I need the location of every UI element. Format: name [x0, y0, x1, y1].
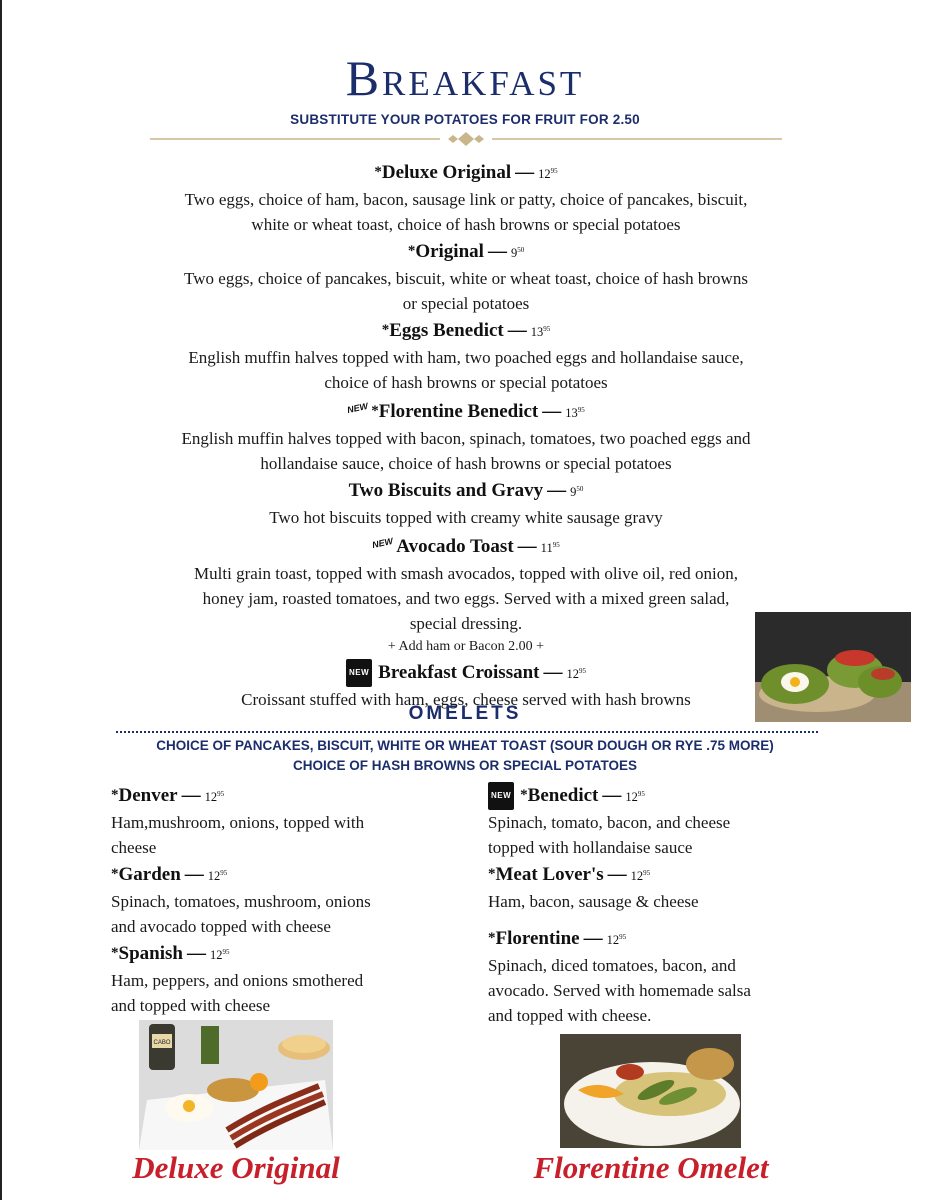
- item-description: [100, 345, 832, 395]
- new-badge: NEW: [488, 782, 514, 810]
- description-line: Croissant stuffed with ham, eggs, cheese served with hash browns: [241, 690, 691, 709]
- menu-item-name: [100, 658, 832, 687]
- item-title: Two Biscuits and Gravy: [348, 480, 544, 501]
- item-price: [205, 790, 225, 804]
- bottle-label: CABO: [153, 1040, 171, 1046]
- price-cents: 95: [550, 167, 558, 175]
- item-description: [100, 426, 832, 476]
- menu-item-name: [111, 939, 431, 968]
- item-description: [100, 561, 832, 636]
- item-title: Benedict: [527, 785, 599, 806]
- item-description: [488, 889, 808, 914]
- item-price: [625, 790, 645, 804]
- dotted-divider: [116, 731, 818, 733]
- description-line: and topped with cheese: [111, 996, 271, 1015]
- description-line: choice of hash browns or special potatoes: [324, 373, 608, 392]
- price-dollars: 12: [209, 948, 223, 962]
- item-title: Breakfast Croissant: [378, 662, 540, 683]
- omelet-note-line2: CHOICE OF HASH BROWNS OR SPECIAL POTATOES: [292, 758, 638, 773]
- new-badge: NEW: [346, 659, 372, 687]
- description-line: white or wheat toast, choice of hash browns or special potatoes: [251, 215, 681, 234]
- omelet-note-line1: CHOICE OF PANCAKES, BISCUIT, WHITE OR WHEAT TOAST (SOUR DOUGH OR RYE .75 MORE): [156, 738, 774, 753]
- item-price: [210, 948, 230, 962]
- item-description: [100, 187, 832, 237]
- price-separator: —: [542, 401, 562, 422]
- menu-item-name: [100, 316, 832, 345]
- description-line: Spinach, diced tomatoes, bacon, and: [488, 956, 736, 975]
- diamond-icon: [458, 132, 474, 146]
- price-separator: —: [583, 928, 603, 949]
- description-line: Ham, bacon, sausage & cheese: [488, 892, 699, 911]
- price-dollars: 12: [566, 667, 579, 681]
- item-description: [488, 810, 808, 860]
- item-title: Eggs Benedict: [389, 320, 504, 341]
- price-cents: 95: [619, 933, 627, 941]
- item-title: Avocado Toast: [396, 536, 514, 557]
- price-separator: —: [184, 864, 204, 885]
- caption-deluxe-original: Deluxe Original: [132, 1150, 340, 1185]
- item-price: [607, 933, 627, 947]
- star-marker: *: [371, 403, 379, 419]
- item-description: [100, 266, 832, 316]
- description-line: Spinach, tomatoes, mushroom, onions: [111, 892, 371, 911]
- price-dollars: 12: [204, 790, 218, 804]
- new-badge: NEW: [346, 400, 370, 416]
- item-addon: + Add ham or Bacon 2.00 +: [387, 639, 545, 654]
- price-cents: 95: [220, 869, 228, 877]
- description-line: honey jam, roasted tomatoes, and two eggs. Served with a mixed green salad,: [202, 589, 730, 608]
- price-separator: —: [602, 785, 622, 806]
- description-line: Ham,mushroom, onions, topped with: [111, 813, 365, 832]
- description-line: English muffin halves topped with bacon, spinach, tomatoes, two poached eggs and: [181, 429, 751, 448]
- star-marker: *: [488, 930, 496, 946]
- description-line: Spinach, tomato, bacon, and cheese: [488, 813, 731, 832]
- description-line: Two eggs, choice of pancakes, biscuit, white or wheat toast, choice of hash browns: [184, 269, 748, 288]
- price-cents: 50: [517, 246, 525, 254]
- item-price: [538, 167, 558, 181]
- price-separator: —: [507, 320, 527, 341]
- spacer: [488, 914, 808, 924]
- menu-item-name: [488, 924, 808, 953]
- star-marker: *: [374, 164, 382, 180]
- item-title: Spanish: [118, 943, 183, 964]
- star-marker: *: [520, 787, 528, 803]
- description-line: topped with hollandaise sauce: [488, 838, 693, 857]
- price-cents: 95: [637, 790, 645, 798]
- ornament-divider: [150, 131, 782, 147]
- price-separator: —: [517, 536, 537, 557]
- item-title: Original: [415, 241, 484, 262]
- diamond-icon: [474, 135, 484, 143]
- price-dollars: 9: [570, 485, 577, 499]
- price-dollars: 12: [625, 790, 638, 804]
- description-line: Ham, peppers, and onions smothered: [111, 971, 364, 990]
- price-separator: —: [607, 864, 627, 885]
- star-marker: *: [111, 866, 119, 882]
- item-price: [567, 667, 587, 681]
- item-price: [531, 325, 551, 339]
- item-description: [111, 810, 431, 860]
- description-line: avocado. Served with homemade salsa: [488, 981, 751, 1000]
- description-line: cheese: [111, 838, 157, 857]
- price-separator: —: [181, 785, 201, 806]
- florentine-omelet-photo: [560, 1034, 741, 1148]
- price-separator: —: [186, 943, 206, 964]
- price-dollars: 12: [606, 933, 620, 947]
- price-dollars: 12: [207, 869, 221, 883]
- item-description: [488, 953, 808, 1028]
- price-dollars: 12: [538, 167, 551, 181]
- description-line: special dressing.: [409, 614, 523, 633]
- star-marker: *: [381, 322, 390, 338]
- price-cents: 95: [577, 406, 585, 414]
- star-marker: *: [111, 945, 119, 961]
- price-dollars: 9: [510, 246, 518, 260]
- price-separator: —: [547, 480, 567, 501]
- menu-item-name: [100, 158, 832, 187]
- item-price: [208, 869, 228, 883]
- omelets-left-column: [111, 781, 431, 1018]
- new-badge: NEW: [371, 535, 395, 551]
- omelets-title: OMELETS: [408, 703, 522, 724]
- item-title: Florentine: [495, 928, 580, 949]
- price-separator: —: [487, 241, 507, 262]
- description-line: and topped with cheese.: [488, 1006, 652, 1025]
- menu-item-name: [488, 860, 808, 889]
- item-title: Denver: [118, 785, 178, 806]
- price-cents: 95: [579, 667, 586, 675]
- item-title: Florentine Benedict: [378, 401, 539, 422]
- page-title: Breakfast: [345, 50, 585, 106]
- price-cents: 95: [222, 948, 230, 956]
- item-description: [111, 968, 431, 1018]
- omelets-right-column: [488, 781, 808, 1028]
- description-line: and avocado topped with cheese: [111, 917, 331, 936]
- price-cents: 95: [543, 325, 551, 333]
- price-separator: —: [543, 662, 563, 683]
- page-subtitle: SUBSTITUTE YOUR POTATOES FOR FRUIT FOR 2.50: [290, 112, 640, 127]
- item-price: [541, 541, 560, 555]
- star-marker: *: [407, 243, 416, 259]
- deluxe-original-photo: [139, 1020, 333, 1150]
- menu-item-name: [111, 860, 431, 889]
- star-marker: *: [488, 866, 496, 882]
- description-line: English muffin halves topped with ham, two poached eggs and hollandaise sauce,: [188, 348, 744, 367]
- item-price: [565, 406, 585, 420]
- item-title: Deluxe Original: [381, 162, 512, 183]
- star-marker: *: [111, 787, 119, 803]
- menu-item-name: [100, 237, 832, 266]
- menu-item-name: [100, 476, 832, 505]
- price-separator: —: [515, 162, 535, 183]
- menu-item-name: [111, 781, 431, 810]
- breakfast-menu: [100, 158, 832, 712]
- price-dollars: 11: [540, 541, 553, 555]
- price-dollars: 13: [530, 325, 544, 339]
- price-dollars: 13: [565, 406, 578, 420]
- price-cents: 95: [552, 541, 560, 549]
- page-edge: [0, 0, 2, 1200]
- item-price: [570, 485, 583, 499]
- price-cents: 95: [643, 869, 651, 877]
- caption-florentine-omelet: Florentine Omelet: [533, 1150, 769, 1185]
- description-line: Two eggs, choice of ham, bacon, sausage link or patty, choice of pancakes, biscuit,: [184, 190, 748, 209]
- item-description: [111, 889, 431, 939]
- description-line: Two hot biscuits topped with creamy white sausage gravy: [269, 508, 663, 527]
- description-line: hollandaise sauce, choice of hash browns or special potatoes: [260, 454, 672, 473]
- item-description: [100, 505, 832, 530]
- item-price: [631, 869, 651, 883]
- price-cents: 95: [217, 790, 225, 798]
- menu-item-name: [100, 395, 832, 426]
- item-title: Garden: [118, 864, 181, 885]
- description-line: Multi grain toast, topped with smash avocados, topped with olive oil, red onion,: [194, 564, 738, 583]
- menu-item-name: [100, 530, 832, 561]
- item-title: Meat Lover's: [495, 864, 604, 885]
- description-line: or special potatoes: [402, 294, 530, 313]
- menu-item-name: [488, 781, 808, 810]
- price-dollars: 12: [630, 869, 644, 883]
- price-cents: 50: [576, 485, 584, 493]
- item-price: [511, 246, 524, 260]
- diamond-icon: [448, 135, 458, 143]
